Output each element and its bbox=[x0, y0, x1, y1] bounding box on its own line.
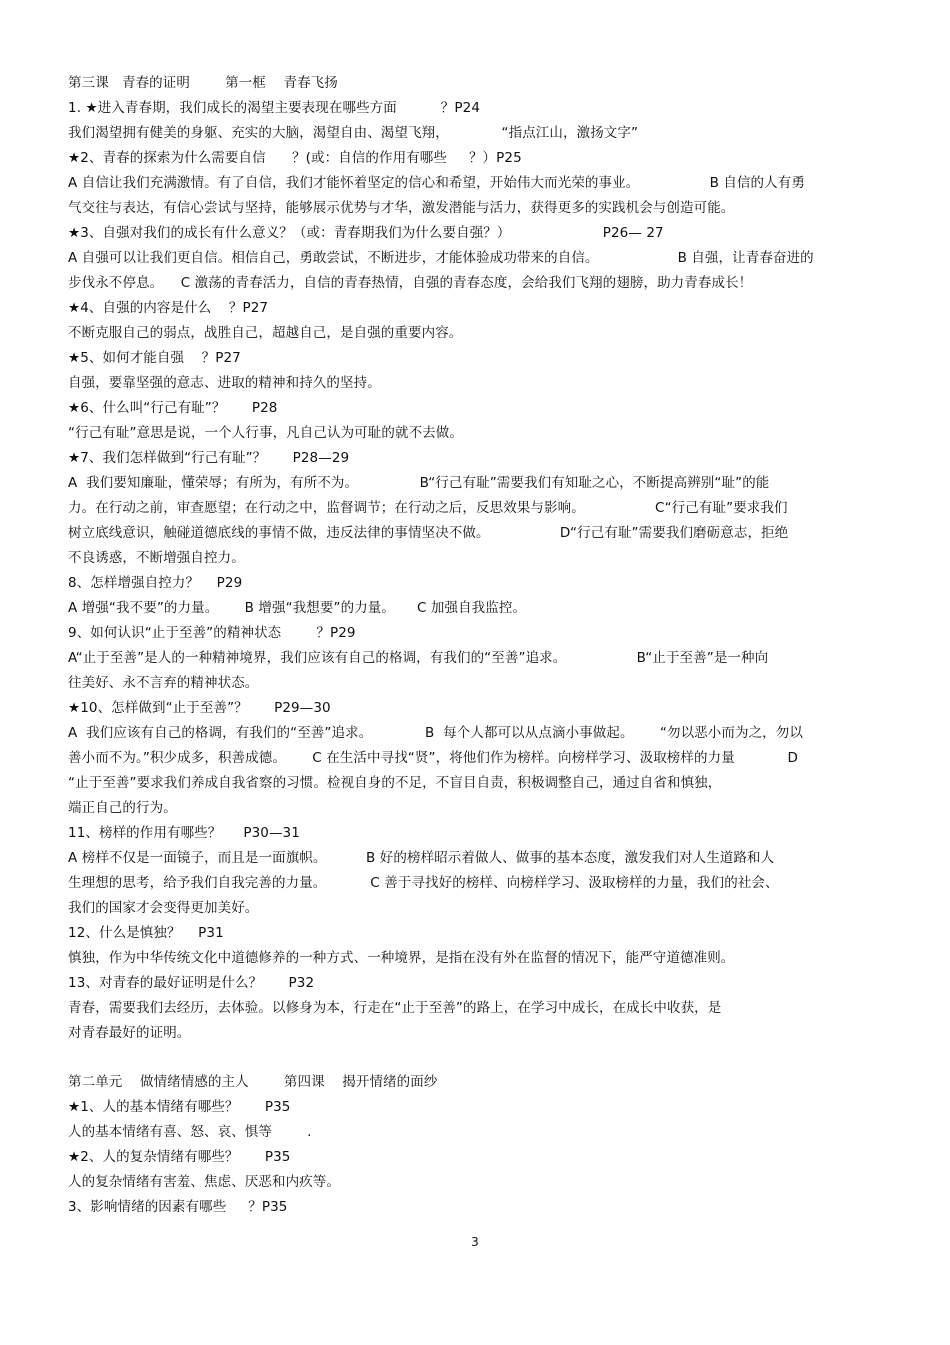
answer-line: 人的复杂情绪有害羞、焦虑、厌恶和内疚等。 bbox=[68, 1174, 340, 1190]
question-line: 3、影响情绪的因素有哪些 ？P35 bbox=[68, 1199, 288, 1215]
answer-line: A 增强“我不要”的力量。 B 增强“我想要”的力量。 C 加强自我监控。 bbox=[68, 600, 527, 616]
question-line: ★4、自强的内容是什么 ？P27 bbox=[68, 300, 269, 316]
question-line: 12、什么是慎独？ P31 bbox=[68, 925, 224, 941]
question-line: ★3、自强对我们的成长有什么意义？（或：青春期我们为什么要自强？） P26— 27 bbox=[68, 225, 664, 241]
answer-line: 善小而不为。”积少成多，积善成德。 C 在生活中寻找“贤”，将他们作为榜样。向榜样学习、汲取榜样的力量 D bbox=[68, 750, 798, 766]
question-line: 8、怎样增强自控力？ P29 bbox=[68, 575, 243, 591]
lesson-heading: 第三课 青春的证明 第一框 青春飞扬 bbox=[68, 75, 338, 91]
answer-line: 力。在行动之前，审查愿望；在行动之中，监督调节；在行动之后，反思效果与影响。 C“行己有耻”要求我们 bbox=[68, 500, 788, 516]
question-line: ★2、青春的探索为什么需要自信 ？(或：自信的作用有哪些 ？）P25 bbox=[68, 150, 522, 166]
answer-line: 端正自己的行为。 bbox=[68, 800, 177, 816]
answer-line: 树立底线意识，触碰道德底线的事情不做，违反法律的事情坚决不做。 D“行己有耻”需要我们磨砺意志，拒绝 bbox=[68, 525, 789, 541]
answer-line: 往美好、永不言弃的精神状态。 bbox=[68, 675, 259, 691]
answer-line: 气交往与表达，有信心尝试与坚持，能够展示优势与才华，激发潜能与活力，获得更多的实践机会与创造可能。 bbox=[68, 200, 735, 216]
answer-line: “行己有耻”意思是说，一个人行事，凡自己认为可耻的就不去做。 bbox=[68, 425, 463, 441]
answer-line: 对青春最好的证明。 bbox=[68, 1025, 191, 1041]
page-number: 3 bbox=[471, 1235, 479, 1249]
answer-line: A 我们要知廉耻，懂荣辱；有所为，有所不为。 B“行己有耻”需要我们有知耻之心，不断提高辨别“耻”的能 bbox=[68, 475, 770, 491]
question-line: ★10、怎样做到“止于至善”？ P29—30 bbox=[68, 700, 331, 716]
answer-line: 不断克服自己的弱点，战胜自己，超越自己，是自强的重要内容。 bbox=[68, 325, 463, 341]
answer-line: 我们渴望拥有健美的身躯、充实的大脑，渴望自由、渴望飞翔， “指点江山，激扬文字” bbox=[68, 125, 639, 141]
answer-line: 我们的国家才会变得更加美好。 bbox=[68, 900, 259, 916]
question-line: ★6、什么叫“行己有耻”？ P28 bbox=[68, 400, 278, 416]
question-line: 13、对青春的最好证明是什么？ P32 bbox=[68, 975, 315, 991]
question-line: ★2、人的复杂情绪有哪些？ P35 bbox=[68, 1149, 291, 1165]
question-line: 11、榜样的作用有哪些？ P30—31 bbox=[68, 825, 300, 841]
question-line: 9、如何认识“止于至善”的精神状态 ？P29 bbox=[68, 625, 356, 641]
answer-line: 不良诱惑，不断增强自控力。 bbox=[68, 550, 245, 566]
answer-line: 自强，要靠坚强的意志、进取的精神和持久的坚持。 bbox=[68, 375, 381, 391]
question-line: ★5、如何才能自强 ？P27 bbox=[68, 350, 241, 366]
question-line: ★7、我们怎样做到“行己有耻”？ P28—29 bbox=[68, 450, 350, 466]
answer-line: A“止于至善”是人的一种精神境界，我们应该有自己的格调，有我们的“至善”追求。 B“止于至善”是一种向 bbox=[68, 650, 769, 666]
answer-line: A 自信让我们充满激情。有了自信，我们才能怀着坚定的信心和希望，开始伟大而光荣的事业。 B 自信的人有勇 bbox=[68, 175, 805, 191]
answer-line: “止于至善”要求我们养成自我省察的习惯。检视自身的不足，不盲目自责，积极调整自己，通过自省和慎独， bbox=[68, 775, 722, 791]
answer-line: A 我们应该有自己的格调，有我们的“至善”追求。 B 每个人都可以从点滴小事做起。 “勿以恶小而为之，勿以 bbox=[68, 725, 803, 741]
answer-line: 生理想的思考，给予我们自我完善的力量。 C 善于寻找好的榜样、向榜样学习、汲取榜样的力量，我们的社会、 bbox=[68, 875, 779, 891]
answer-line: A 榜样不仅是一面镜子，而且是一面旗帜。 B 好的榜样昭示着做人、做事的基本态度，激发我们对人生道路和人 bbox=[68, 850, 775, 866]
answer-line: 步伐永不停息。 C 激荡的青春活力，自信的青春热情，自强的青春态度，会给我们飞翔的翅膀，助力青春成长！ bbox=[68, 275, 753, 291]
answer-line: A 自强可以让我们更自信。相信自己，勇敢尝试，不断进步，才能体验成功带来的自信。 B 自强，让青春奋进的 bbox=[68, 250, 814, 266]
question-line: 1. ★进入青春期，我们成长的渴望主要表现在哪些方面 ？P24 bbox=[68, 100, 481, 116]
answer-line: 青春，需要我们去经历，去体验。以修身为本，行走在“止于至善”的路上，在学习中成长，在成长中收获，是 bbox=[68, 1000, 722, 1016]
question-line: ★1、人的基本情绪有哪些？ P35 bbox=[68, 1099, 291, 1115]
answer-line: 慎独，作为中华传统文化中道德修养的一种方式、一种境界，是指在没有外在监督的情况下，能严守道德准则。 bbox=[68, 950, 735, 966]
answer-line: 人的基本情绪有喜、怒、哀、惧等 . bbox=[68, 1124, 312, 1140]
unit-heading: 第二单元 做情绪情感的主人 第四课 揭开情绪的面纱 bbox=[68, 1074, 438, 1090]
